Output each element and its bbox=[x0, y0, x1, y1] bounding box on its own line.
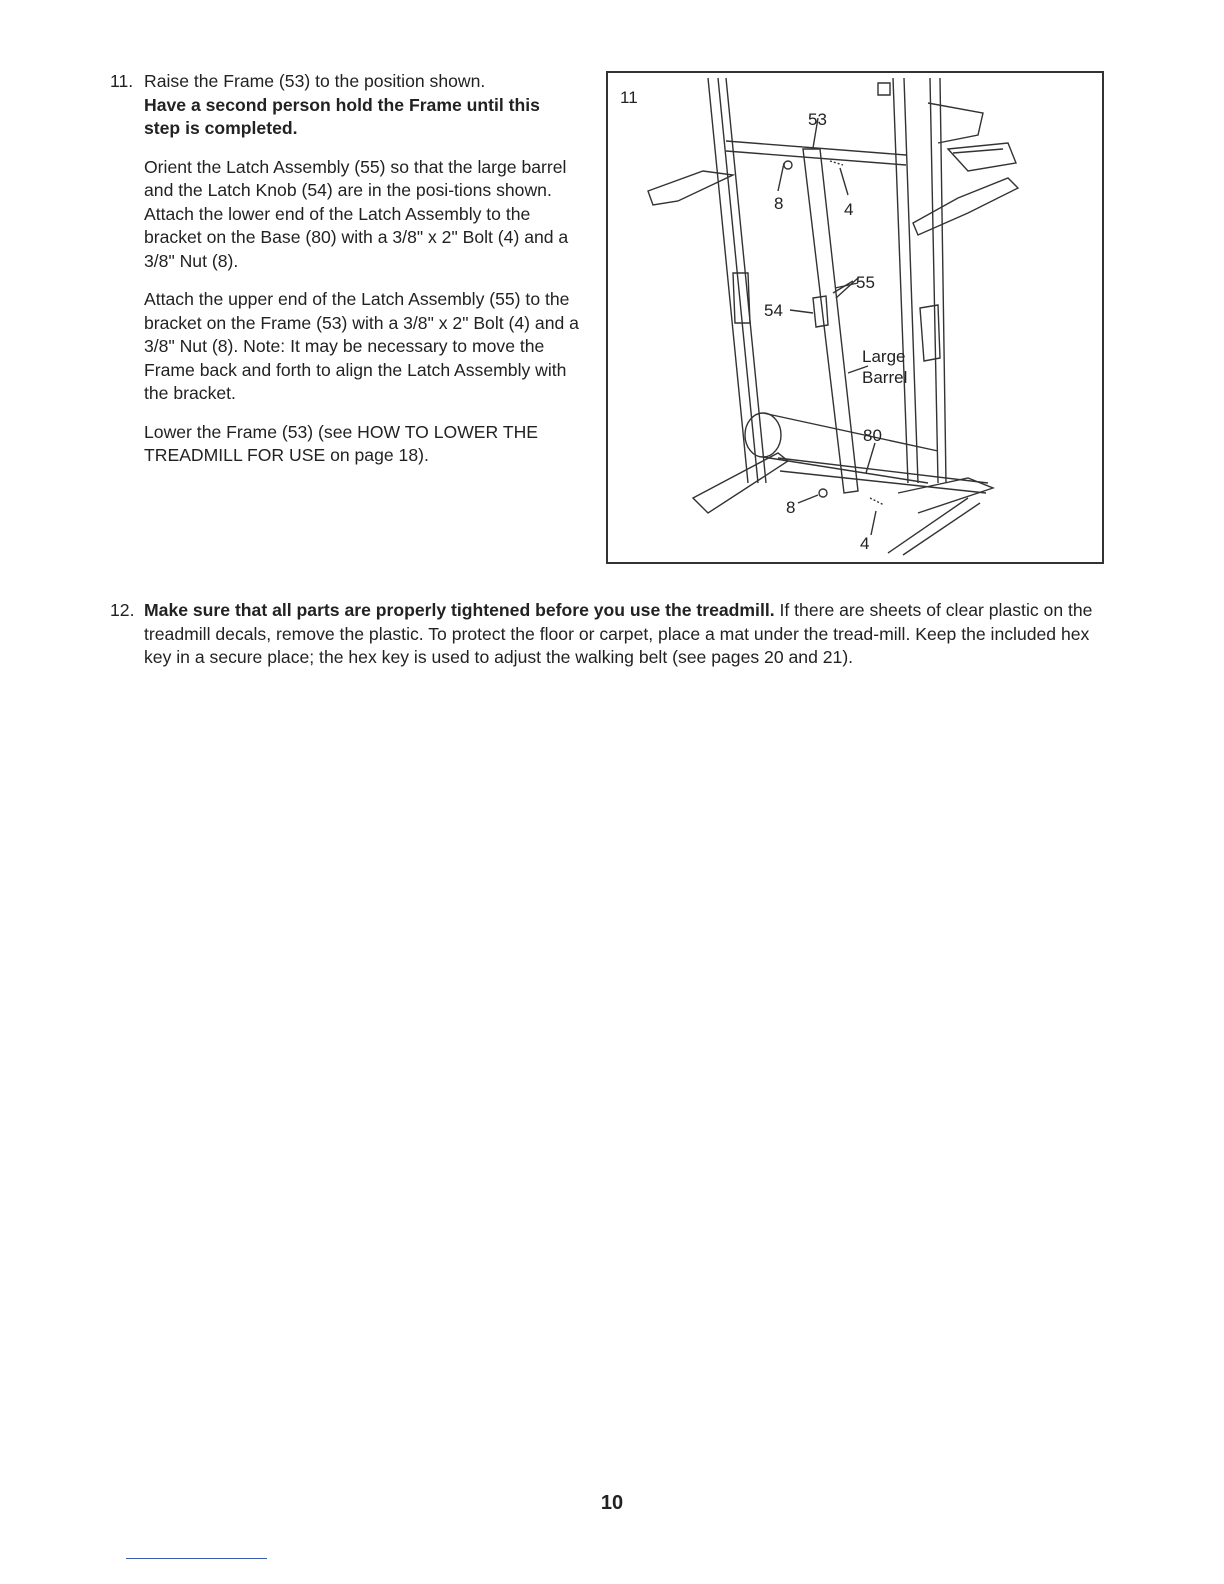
step-11-intro: Raise the Frame (53) to the position shown. bbox=[144, 71, 486, 91]
step-11-intro-paragraph bbox=[144, 70, 580, 141]
label-latch-assembly-55: 55 bbox=[856, 273, 875, 292]
treadmill-latch-illustration bbox=[608, 73, 1102, 562]
label-large: Large bbox=[862, 347, 906, 366]
footer-rule bbox=[126, 1558, 267, 1559]
label-bolt-4-top: 4 bbox=[844, 200, 854, 219]
step-11-warning: Have a second person hold the Frame until this step is completed. bbox=[144, 94, 540, 138]
step-11-paragraph-1: Orient the Latch Assembly (55) so that the large barrel and the Latch Knob (54) are in the posi-tions shown. Attach the lower end of the Latch Assembly to the bracket on the Base (80) with a 3/8" x 2" Bolt (4) and a 3/8" Nut (8). bbox=[144, 156, 569, 271]
label-base-80: 80 bbox=[863, 426, 882, 445]
page-number: 10 bbox=[600, 1492, 624, 1514]
label-barrel: Barrel bbox=[862, 368, 908, 387]
step-11-paragraph-2: Attach the upper end of the Latch Assembly (55) to the bracket on the Frame (53) with a 3/8" x 2" Bolt (4) and a 3/8" Nut (8). Note: It may be necessary to move the Frame back and forth to align the Latch Assembly with the bracket. bbox=[144, 289, 579, 403]
step-11 bbox=[110, 70, 580, 483]
label-nut-8-top: 8 bbox=[774, 194, 784, 213]
step-12-bold: Make sure that all parts are properly tightened before you use the treadmill. bbox=[144, 600, 775, 620]
step-11-number: 11. bbox=[110, 71, 134, 91]
label-bolt-4-bottom: 4 bbox=[860, 534, 870, 553]
label-nut-8-bottom: 8 bbox=[786, 498, 796, 517]
step-12-paragraph bbox=[144, 599, 1110, 670]
figure-step-label: 11 bbox=[620, 88, 638, 107]
step-12-number: 12. bbox=[110, 600, 135, 620]
label-latch-knob-54: 54 bbox=[764, 301, 783, 320]
step-11-paragraph-3: Lower the Frame (53) (see HOW TO LOWER THE TREADMILL FOR USE on page 18). bbox=[144, 421, 539, 465]
label-frame-53: 53 bbox=[808, 110, 827, 129]
step-12 bbox=[110, 599, 1110, 670]
step-12-text: If there are sheets of clear plastic on the treadmill decals, remove the plastic. To protect the floor or carpet, place a mat under the tread-mill. Keep the included hex key in a secure place; the hex key is used to adjust the walking belt (see pages 20 and 21). bbox=[144, 600, 1093, 667]
step-11-figure bbox=[606, 71, 1104, 564]
